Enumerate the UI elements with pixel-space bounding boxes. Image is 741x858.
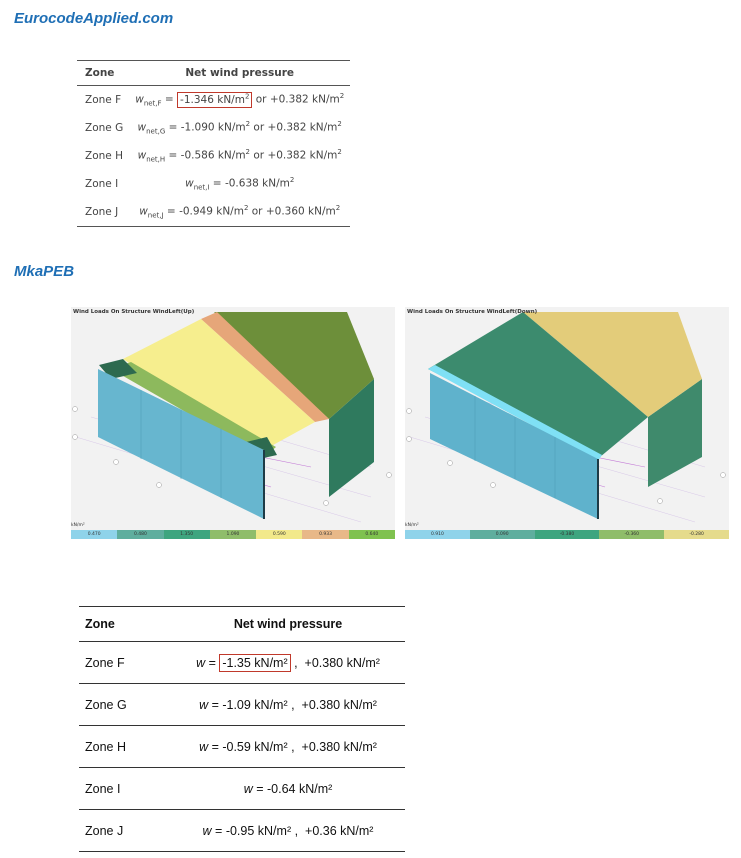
pressure-cell: $w_{net,J} = -0.949$ $kN/m^2$ or +0.360 $kN/m^2$ [129,198,350,227]
pressure-cell: $w_{net,G} = -1.090$ $kN/m^2$ or +0.382 $kN/m^2$ [137,120,342,136]
table-row [77,114,350,142]
pressure-cell: w = -1.09 kN/m² , +0.380 kN/m² [171,684,405,726]
highlight-box: -1.35 kN/m² [219,654,290,672]
table-row [77,198,350,227]
legend-item: 0.640 [349,530,395,539]
zone-cell: Zone G [85,122,124,134]
table-row [77,170,350,198]
legend-item: 0.480 [117,530,163,539]
eurocode-heading: EurocodeApplied.com [14,10,174,27]
wind-load-figure-down [405,307,729,539]
table-row [79,768,405,810]
pressure-cell: $w_{net,H} = -0.586$ $kN/m^2$ or +0.382 $kN/m^2$ [137,148,342,164]
table-row [79,810,405,852]
pressure-cell: w = -1.35 kN/m² , +0.380 kN/m² [171,642,405,684]
zone-cell: Zone F [79,642,171,684]
highlight-box: -1.346 $kN/m^2$ [177,92,252,108]
zone-cell: Zone I [79,768,171,810]
legend-item: 0.470 [71,530,117,539]
legend-item: 0.933 [302,530,348,539]
legend-item: -0.380 [535,530,600,539]
zone-cell: Zone J [77,198,129,227]
wind-load-figure-up [71,307,395,539]
table-row [79,642,405,684]
zone-header: Zone [79,607,171,642]
pressure-header: Net wind pressure [171,607,405,642]
zone-cell: Zone I [85,178,119,190]
legend-item: -0.280 [664,530,729,539]
table-row [79,684,405,726]
pressure-cell: $w_{net,F} = -1.346$ $kN/m^2$ or +0.382 $kN/m^2$ [135,92,345,108]
zone-cell: Zone J [79,810,171,852]
building-model-up [71,307,395,539]
legend-item: 1.090 [210,530,256,539]
legend-item: 0.910 [405,530,470,539]
legend-unit: kN/m² [405,523,419,528]
mkapeb-heading: MkaPEB [14,263,75,280]
zone-cell: Zone H [79,726,171,768]
legend-item: -0.360 [599,530,664,539]
color-legend [405,530,729,539]
figure-title: Wind Loads On Structure WindLeft(Down) [407,309,538,315]
pressure-cell: w = -0.95 kN/m² , +0.36 kN/m² [171,810,405,852]
table-row [77,142,350,170]
table-row [77,86,350,115]
legend-item: 0.590 [256,530,302,539]
eurocode-table [77,60,350,227]
zone-header: Zone [77,61,129,86]
figure-title: Wind Loads On Structure WindLeft(Up) [73,309,195,315]
zone-cell: Zone H [85,150,123,162]
zone-cell: Zone G [79,684,171,726]
color-legend [71,530,395,539]
pressure-cell: w = -0.64 kN/m² [171,768,405,810]
pressure-header: Net wind pressure [129,61,350,86]
legend-item: 0.090 [470,530,535,539]
mkapeb-table [79,606,405,852]
pressure-cell: $w_{net,I} = -0.638$ $kN/m^2$ [185,176,295,192]
legend-item: 1.350 [164,530,210,539]
pressure-cell: w = -0.59 kN/m² , +0.380 kN/m² [171,726,405,768]
zone-cell: Zone F [85,94,122,106]
building-model-down [405,307,729,539]
legend-unit: kN/m² [71,523,85,528]
table-row [79,726,405,768]
